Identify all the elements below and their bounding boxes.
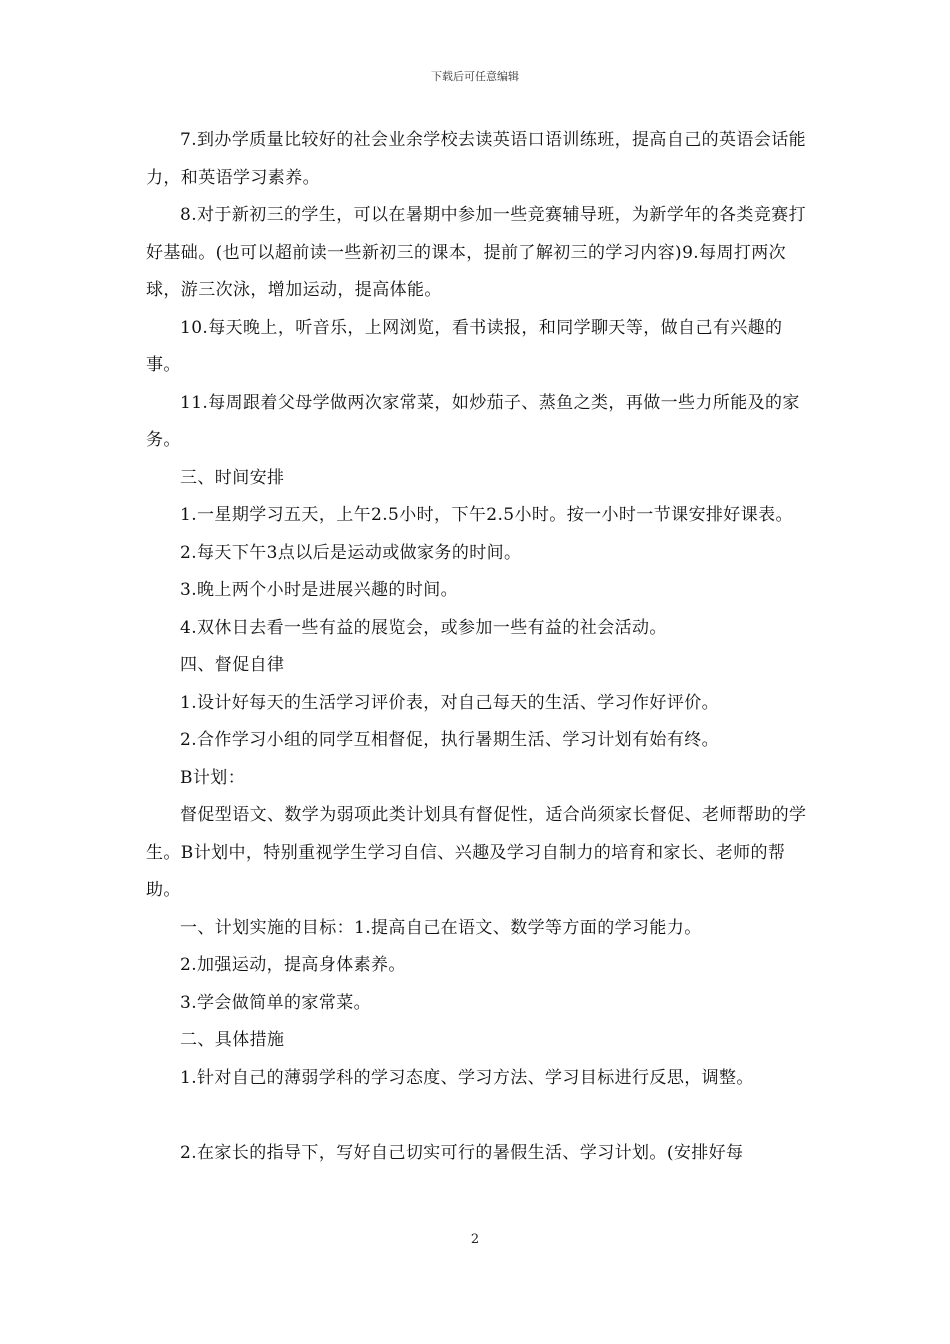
paragraph-goal-2: 2.加强运动，提高身体素养。 xyxy=(180,955,406,975)
page-number: 2 xyxy=(470,1232,480,1247)
paragraph-time-3: 3.晚上两个小时是进展兴趣的时间。 xyxy=(180,580,459,600)
paragraph-time-1: 1.一星期学习五天，上午2.5小时，下午2.5小时。按一小时一节课安排好课表。 xyxy=(180,505,793,525)
paragraph-time-2: 2.每天下午3点以后是运动或做家务的时间。 xyxy=(180,542,522,563)
page-header: 下载后可任意编辑 xyxy=(431,70,519,83)
plan-b-heading: B计划： xyxy=(180,767,246,788)
paragraph-discipline-1: 1.设计好每天的生活学习评价表，对自己每天的生活、学习作好评价。 xyxy=(180,692,720,713)
paragraph-discipline-2: 2.合作学习小组的同学互相督促，执行暑期生活、学习计划有始有终。 xyxy=(180,730,720,750)
paragraph-item-7: 7.到办学质量比较好的社会业余学校去读英语口语训练班，提高自己的英语会话能力，和英语学习素养。 xyxy=(146,130,807,188)
section-heading-measures: 二、具体措施 xyxy=(180,1030,285,1050)
paragraph-goal-3: 3.学会做简单的家常菜。 xyxy=(180,992,372,1013)
section-heading-discipline: 四、督促自律 xyxy=(180,655,285,675)
paragraph-item-8-9: 8.对于新初三的学生，可以在暑期中参加一些竞赛辅导班，为新学年的各类竞赛打好基础。(也可以超前读一些新初三的课本，提前了解初三的学习内容)9.每周打两次球，游三次泳，增加运动，提高体能。 xyxy=(146,205,807,300)
paragraph-measure-1: 1.针对自己的薄弱学科的学习态度、学习方法、学习目标进行反思，调整。 xyxy=(180,1067,754,1088)
section-heading-time: 三、时间安排 xyxy=(180,467,285,488)
paragraph-item-10: 10.每天晚上，听音乐，上网浏览，看书读报，和同学聊天等，做自己有兴趣的事。 xyxy=(146,317,783,375)
paragraph-spacer xyxy=(146,1097,814,1135)
paragraph-time-4: 4.双休日去看一些有益的展览会，或参加一些有益的社会活动。 xyxy=(180,617,667,638)
plan-b-intro: 督促型语文、数学为弱项此类计划具有督促性，适合尚须家长督促、老师帮助的学生。B计划中，特别重视学生学习自信、兴趣及学习自制力的培育和家长、老师的帮助。 xyxy=(146,805,807,900)
document-body xyxy=(146,122,814,1173)
paragraph-goals: 一、计划实施的目标：1.提高自己在语文、数学等方面的学习能力。 xyxy=(180,917,702,938)
paragraph-measure-2: 2.在家长的指导下，写好自己切实可行的暑假生活、学习计划。(安排好每 xyxy=(180,1143,744,1163)
paragraph-item-11: 11.每周跟着父母学做两次家常菜，如炒茄子、蒸鱼之类，再做一些力所能及的家务。 xyxy=(146,392,800,450)
